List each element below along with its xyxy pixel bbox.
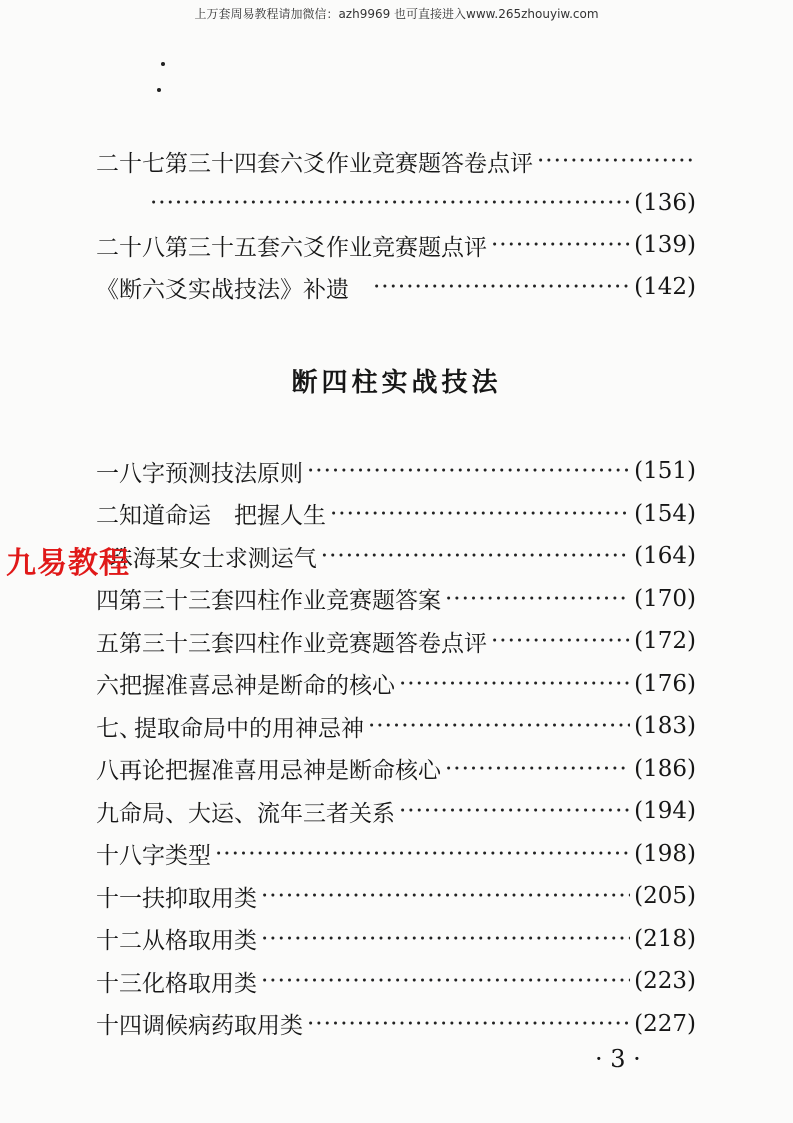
- leader-dots: [307, 1011, 630, 1037]
- leader-dots: [399, 798, 630, 824]
- entry-page: (154): [634, 500, 696, 527]
- entry-page: (205): [634, 883, 696, 909]
- entry-number: 五: [96, 630, 119, 657]
- section-title: 断四柱实战技法: [291, 368, 502, 398]
- entry-page: (142): [634, 274, 696, 300]
- entry-number: 一: [96, 460, 119, 487]
- leader-dots: [399, 671, 630, 697]
- leader-dots: [321, 543, 630, 569]
- toc-entry[interactable]: [96, 964, 696, 998]
- entry-page: (194): [634, 798, 696, 824]
- entry-page: (172): [634, 628, 696, 654]
- entry-number: 二: [96, 503, 119, 529]
- entry-title: 把握准喜忌神是断命的核心: [119, 673, 395, 699]
- toc-entry-continuation[interactable]: [150, 186, 696, 220]
- toc-entry[interactable]: [96, 454, 696, 488]
- leader-dots: [537, 148, 692, 174]
- leader-dots: [150, 190, 630, 216]
- entry-page: (198): [634, 840, 696, 867]
- page-number: · 3 ·: [595, 1045, 641, 1073]
- toc-entry[interactable]: [96, 1007, 696, 1041]
- leader-dots: [368, 713, 630, 739]
- toc-entry[interactable]: [96, 228, 696, 262]
- entry-title: 《断六爻实战技法》补遗: [96, 276, 349, 303]
- entry-page: (139): [634, 232, 696, 258]
- entry-page: (164): [634, 543, 696, 569]
- entry-title: 调候病药取用类: [142, 1013, 303, 1039]
- entry-title: 化格取用类: [142, 970, 257, 997]
- entry-number: 八: [96, 758, 119, 784]
- toc-entry[interactable]: [96, 144, 696, 178]
- watermark-logo: 九易教程: [6, 546, 130, 581]
- entry-page: (223): [634, 968, 696, 994]
- entry-number: 四: [96, 588, 119, 614]
- entry-title: 八字类型: [119, 843, 211, 869]
- entry-title: 扶抑取用类: [142, 885, 257, 912]
- entry-title: 从格取用类: [142, 928, 257, 954]
- entry-page: (218): [634, 925, 696, 952]
- entry-title: 珠海某女士求测运气: [109, 545, 317, 572]
- toc-entry[interactable]: [96, 539, 696, 573]
- header-note: 上万套周易教程请加微信：azh9969 也可直接进入www.265zhouyiw.com: [194, 7, 599, 21]
- dot-mark: [161, 62, 165, 66]
- leader-dots: [330, 501, 630, 527]
- entry-number: 十一: [96, 885, 142, 912]
- dot-mark: [157, 88, 161, 92]
- entry-number: 十二: [96, 928, 142, 954]
- entry-title: 再论把握准喜用忌神是断命核心: [119, 758, 441, 784]
- entry-title: 八字预测技法原则: [119, 460, 303, 487]
- leader-dots: [491, 628, 630, 654]
- toc-entry[interactable]: [96, 667, 696, 701]
- entry-page: (136): [634, 190, 696, 216]
- leader-dots: [261, 968, 630, 994]
- entry-title: 第三十四套六爻作业竞赛题答卷点评: [165, 150, 533, 177]
- leader-dots: [491, 232, 630, 258]
- toc-entry[interactable]: [96, 794, 696, 828]
- entry-number: 九: [96, 800, 119, 827]
- entry-number: 七、: [96, 715, 142, 742]
- entry-number: 二十八: [96, 234, 165, 261]
- entry-number: 十四: [96, 1013, 142, 1039]
- leader-dots: [261, 926, 630, 952]
- leader-dots: [261, 883, 630, 909]
- entry-title: 第三十三套四柱作业竞赛题答案: [119, 588, 441, 614]
- entry-page: (183): [634, 713, 696, 739]
- leader-dots: [373, 274, 630, 300]
- entry-title: 第三十五套六爻作业竞赛题点评: [165, 234, 487, 261]
- toc-entry[interactable]: [96, 582, 696, 616]
- entry-page: (227): [634, 1010, 696, 1037]
- toc-entry[interactable]: [96, 709, 696, 743]
- entry-page: (151): [634, 458, 696, 484]
- entry-title: 提取命局中的用神忌神: [134, 715, 364, 742]
- entry-title: 命局、大运、流年三者关系: [119, 800, 395, 827]
- entry-title: 第三十三套四柱作业竞赛题答卷点评: [119, 630, 487, 657]
- leader-dots: [445, 756, 630, 782]
- toc-entry[interactable]: [96, 922, 696, 956]
- entry-title: 知道命运 把握人生: [119, 503, 326, 529]
- entry-page: (170): [634, 585, 696, 612]
- entry-page: (176): [634, 670, 696, 697]
- entry-number: 十三: [96, 970, 142, 997]
- toc-entry[interactable]: [96, 752, 696, 786]
- leader-dots: [445, 586, 630, 612]
- entry-number: 六: [96, 673, 119, 699]
- entry-page: (186): [634, 755, 696, 782]
- toc-entry[interactable]: [96, 624, 696, 658]
- leader-dots: [215, 841, 630, 867]
- toc-entry[interactable]: [96, 837, 696, 871]
- entry-number: 十: [96, 843, 119, 869]
- entry-number: 二十七: [96, 150, 165, 177]
- leader-dots: [307, 458, 630, 484]
- toc-entry[interactable]: [96, 879, 696, 913]
- toc-entry[interactable]: [96, 270, 696, 304]
- toc-entry[interactable]: [96, 497, 696, 531]
